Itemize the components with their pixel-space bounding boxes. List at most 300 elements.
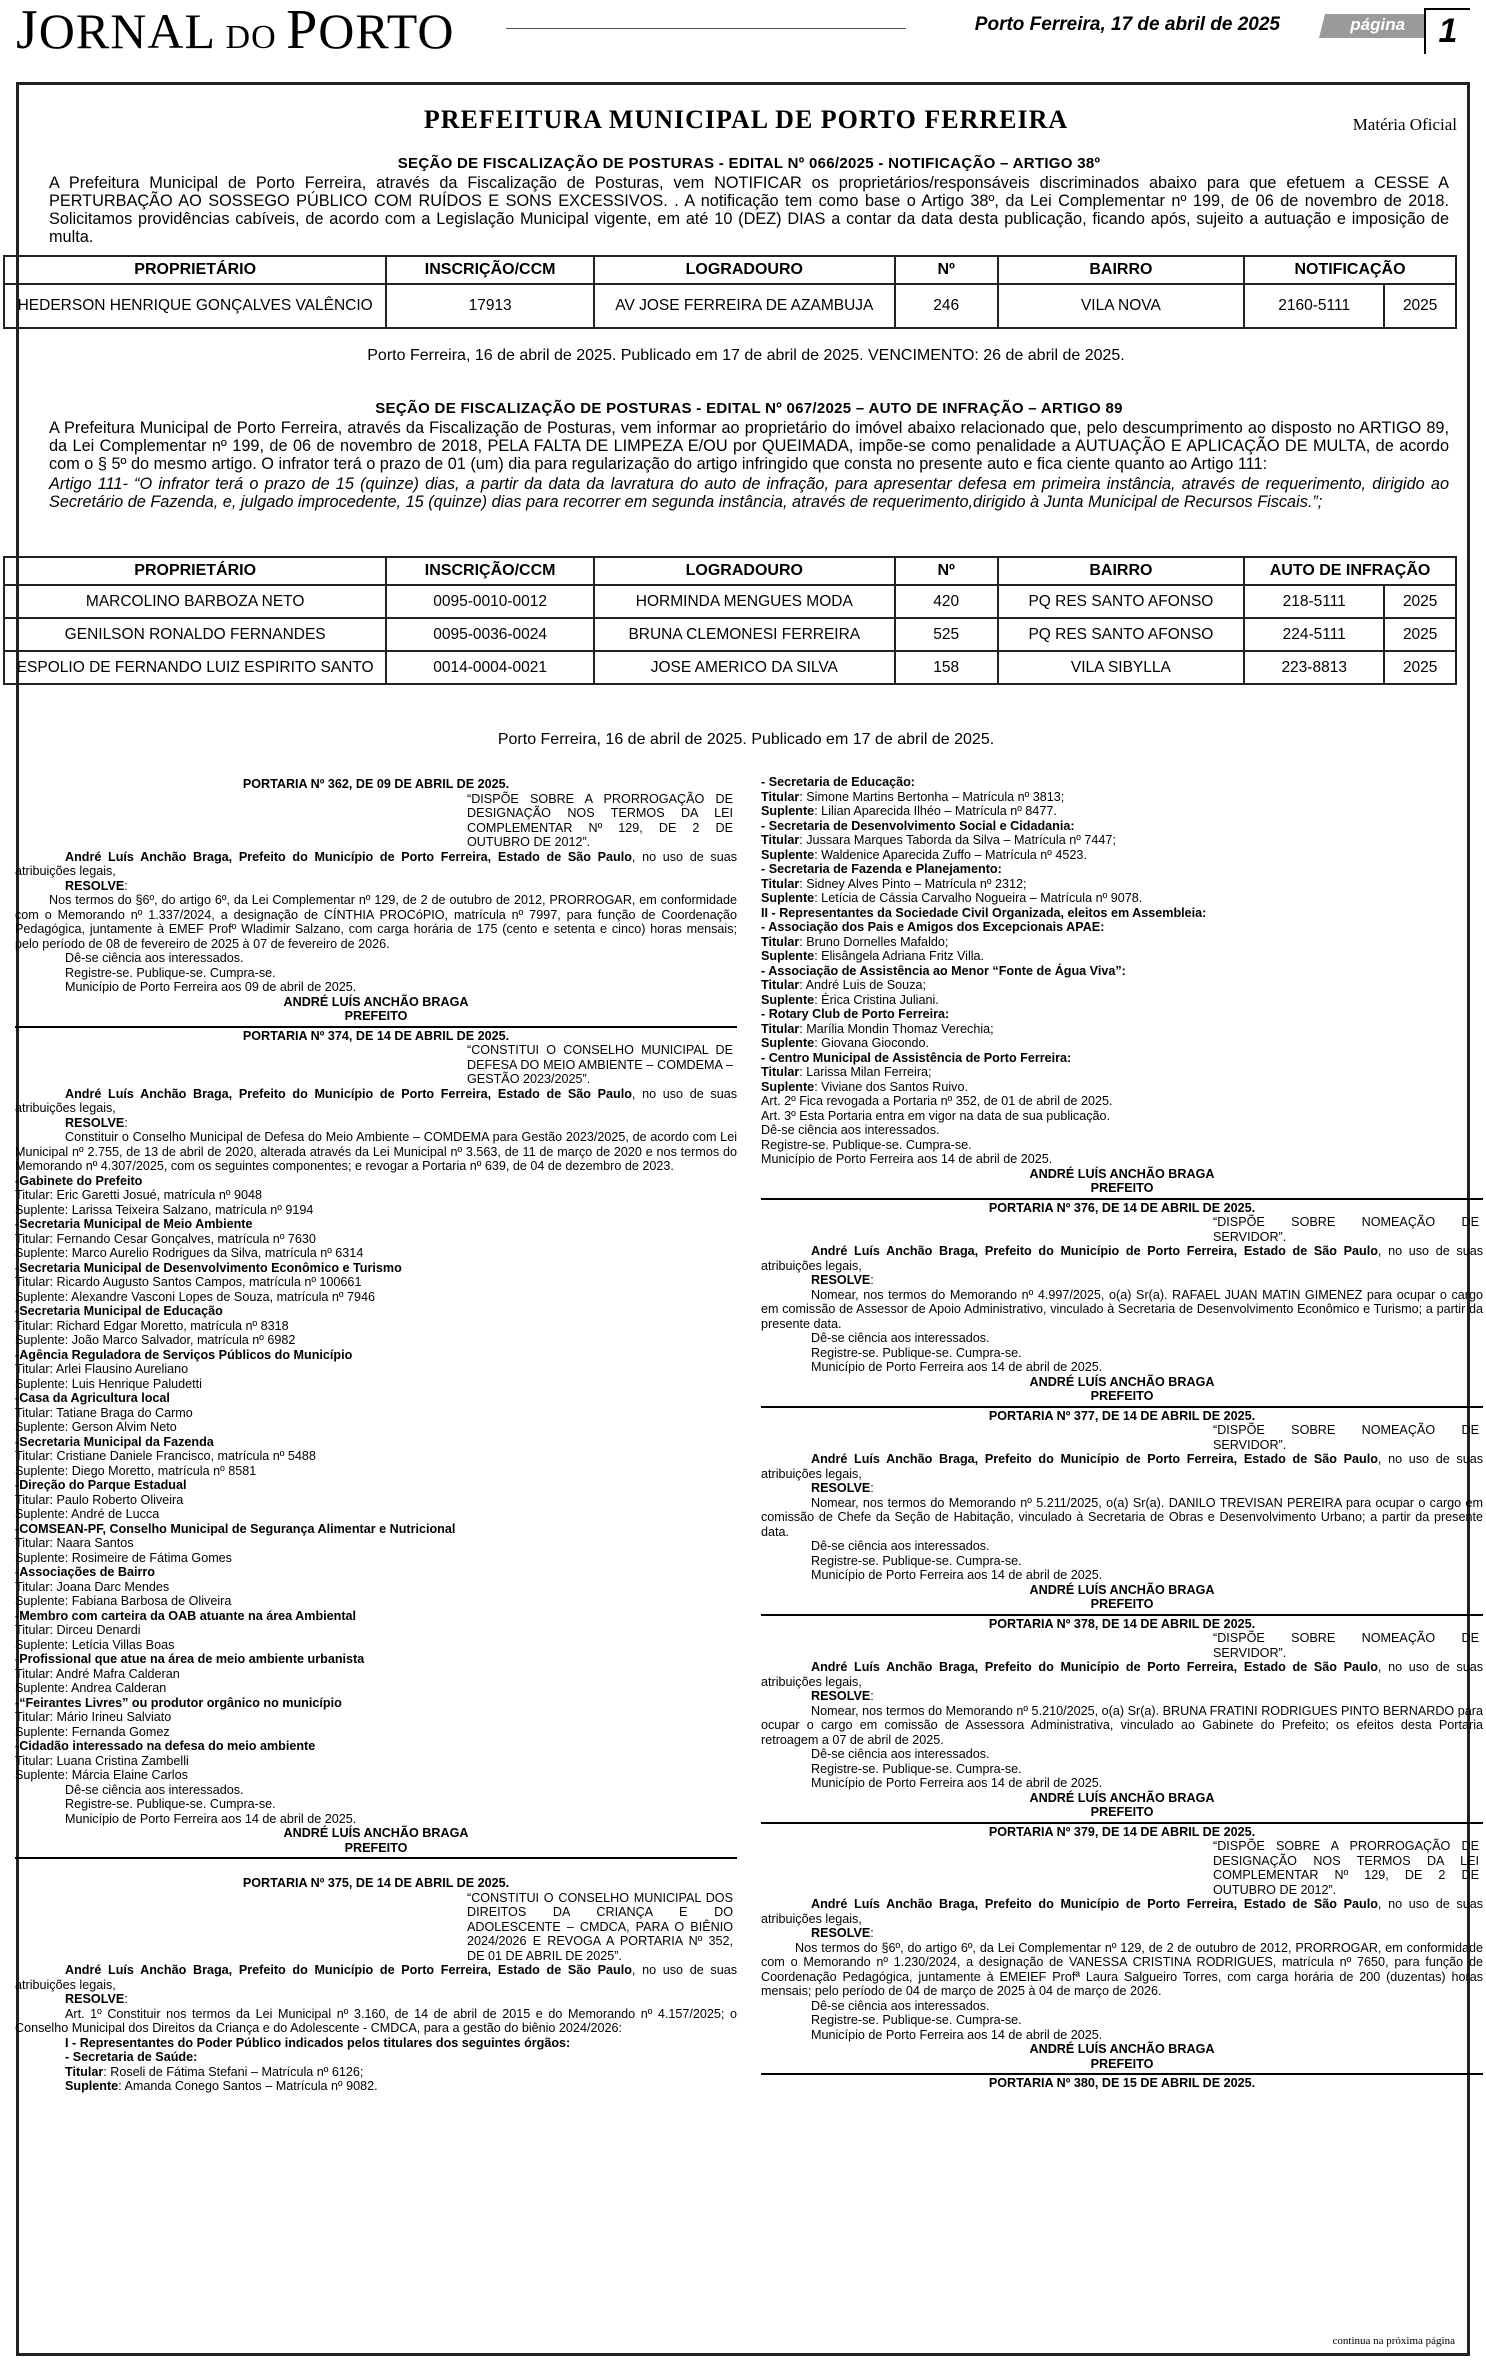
list-item — [15, 1449, 737, 1464]
text: PREFEITO — [1090, 1597, 1154, 1611]
text: Registre-se. Publique-se. Cumpra-se. — [65, 965, 276, 980]
table-cell: 158 — [895, 651, 998, 684]
member-group-heading — [15, 1304, 737, 1319]
text: Titular: Fernando Cesar Gonçalves, matrícula nº 7630 — [15, 1231, 316, 1246]
list-item — [761, 993, 1483, 1008]
table-cell: VILA NOVA — [998, 284, 1244, 328]
text: : — [124, 1115, 128, 1130]
bold-text: RESOLVE — [65, 1992, 125, 2006]
paragraph — [15, 850, 737, 879]
text: Suplente: Gerson Alvim Neto — [15, 1420, 177, 1434]
paragraph — [761, 1346, 1483, 1361]
paragraph — [761, 1660, 1483, 1689]
edital-067-header-cell: INSCRIÇÃO/CCM — [386, 557, 594, 585]
text: Titular: Joana Darc Mendes — [15, 1579, 170, 1594]
text: Registre-se. Publique-se. Cumpra-se. — [65, 1797, 276, 1811]
text: PREFEITO — [1090, 1389, 1154, 1403]
paragraph — [15, 951, 737, 966]
text: - Associação de Assistência ao Menor “Fonte de Água Viva”: — [761, 963, 1126, 978]
masthead-rule — [506, 28, 906, 29]
paragraph — [15, 1087, 737, 1116]
text: Suplente: João Marco Salvador, matrícula nº 6982 — [15, 1333, 296, 1347]
list-item — [15, 1536, 737, 1551]
text: -Profissional que atue na área de meio ambiente urbanista — [15, 1652, 365, 1666]
page-number: 1 — [1424, 8, 1470, 54]
bold-text: RESOLVE — [65, 878, 125, 893]
edital-067-heading: SEÇÃO DE FISCALIZAÇÃO DE POSTURAS - EDITAL Nº 067/2025 – AUTO DE INFRAÇÃO – ARTIGO 89 — [375, 400, 1123, 417]
edital-066-header-cell: INSCRIÇÃO/CCM — [386, 256, 594, 284]
bold-text: André Luís Anchão Braga, Prefeito do Município de Porto Ferreira, Estado de São Paulo — [811, 1660, 1378, 1674]
bold-text: Titular — [761, 1021, 800, 1036]
table-cell: 223-8813 — [1244, 651, 1384, 684]
table-cell: MARCOLINO BARBOZA NETO — [4, 585, 386, 618]
paragraph — [15, 2079, 737, 2094]
list-item — [15, 1768, 737, 1783]
list-item — [761, 935, 1483, 950]
paragraph — [761, 1244, 1483, 1273]
text: : Roseli de Fátima Stefani – Matrícula nº 6126; — [103, 2064, 364, 2079]
text: -Cidadão interessado na defesa do meio ambiente — [15, 1739, 316, 1753]
paragraph — [761, 1273, 1483, 1288]
portaria-ementa — [467, 792, 733, 850]
text: Nomear, nos termos do Memorando nº 5.210/2025, o(a) Sr(a). BRUNA FRATINI RODRIGUES PINTO BERNARDO para ocupar o cargo em comissão de Assessora Administrativa, vinculado ao Gabinete do Prefeito; os efeitos desta Portaria retroagem a 07 de abril de 2025. — [761, 1703, 1483, 1747]
list-item — [15, 1319, 737, 1334]
text: : — [124, 878, 128, 893]
paragraph — [761, 1288, 1483, 1332]
text: “DISPÕE SOBRE A PRORROGAÇÃO DE DESIGNAÇÃO NOS TERMOS DA LEI COMPLEMENTAR Nº 129, DE 2 DE OUTUBRO DE 2012”. — [467, 791, 733, 849]
paragraph — [15, 2007, 737, 2036]
paragraph — [15, 893, 737, 951]
paragraph — [761, 2028, 1483, 2043]
table-cell: 0014-0004-0021 — [386, 651, 594, 684]
bold-text: Titular — [761, 876, 800, 891]
member-group-heading — [15, 1174, 737, 1189]
text: , no uso de suas atribuições legais, — [15, 849, 738, 878]
paragraph — [761, 1554, 1483, 1569]
table-row — [4, 651, 1456, 684]
edital-067-header-cell: Nº — [895, 557, 998, 585]
text: PORTARIA Nº 375, DE 14 DE ABRIL DE 2025. — [242, 1876, 510, 1890]
member-group-heading — [761, 819, 1483, 834]
paragraph — [761, 1926, 1483, 1941]
table-cell: 246 — [895, 284, 998, 328]
pagina-badge: página — [1319, 14, 1435, 38]
official-section — [15, 82, 1484, 2356]
edital-067-article: Artigo 111- “O infrator terá o prazo de 15 (quinze) dias, a partir da data da lavratura do auto de infração, para apresentar defesa em primeira instância, através de requerimento, dirigido ao Secretário de Fazenda, e, julgado improcedente, 15 (quinze) dias para recorrer em segunda instância, através de requerimento,dirigido à Junta Municipal de Recursos Fiscais.”; — [49, 475, 1449, 511]
member-group-heading — [15, 1565, 737, 1580]
text: ANDRÉ LUÍS ANCHÃO BRAGA — [1029, 1166, 1215, 1181]
text: Suplente: Marco Aurelio Rodrigues da Silva, matrícula nº 6314 — [15, 1246, 364, 1260]
table-cell: PQ RES SANTO AFONSO — [998, 585, 1244, 618]
list-item — [15, 1290, 737, 1305]
text: : Bruno Dornelles Mafaldo; — [799, 934, 949, 949]
text: : Jussara Marques Taborda da Silva – Matrícula nº 7447; — [799, 833, 1116, 847]
paragraph — [15, 1797, 737, 1812]
text: ANDRÉ LUÍS ANCHÃO BRAGA — [1029, 1582, 1215, 1597]
table-row — [4, 585, 1456, 618]
paragraph — [761, 1360, 1483, 1375]
list-item — [15, 1507, 737, 1522]
table-cell: 2025 — [1384, 585, 1456, 618]
edital-066-header-cell: PROPRIETÁRIO — [4, 256, 386, 284]
member-group-heading — [15, 1739, 737, 1754]
table-cell: AV JOSE FERREIRA DE AZAMBUJA — [594, 284, 895, 328]
edital-067-body: A Prefeitura Municipal de Porto Ferreira, através da Fiscalização de Posturas, vem informar ao proprietário do imóvel abaixo relacionado que, pelo descumprimento ao disposto no ARTIGO 89, da Lei Complementar nº 199, de 06 de novembro de 2018, PELA FALTA DE LIMPEZA E/OU por QUEIMADA, impõe-se como penalidade a AUTUAÇÃO E APLICAÇÃO DE MULTA, de acordo com o § 5º do mesmo artigo. O infrator terá o prazo de 01 (um) dia para regularização do artigo infringido que consta no presente auto e fica ciente quanto ao Artigo 111: — [49, 419, 1449, 473]
portaria-heading — [761, 1617, 1483, 1632]
paragraph — [15, 1963, 737, 1992]
paragraph — [761, 1452, 1483, 1481]
paragraph — [15, 1783, 737, 1798]
newspaper-logo: JORNAL DO PORTO — [16, 0, 455, 61]
bold-text: RESOLVE — [65, 1115, 125, 1130]
text: Titular: Cristiane Daniele Francisco, matrícula nº 5488 — [15, 1449, 316, 1463]
text: Suplente: Alexandre Vasconi Lopes de Souza, matrícula nº 7946 — [15, 1289, 376, 1304]
text: Município de Porto Ferreira aos 14 de abril de 2025. — [811, 1776, 1103, 1790]
list-item — [15, 1667, 737, 1682]
portaria-ementa — [1213, 1215, 1479, 1244]
bold-text: André Luís Anchão Braga, Prefeito do Município de Porto Ferreira, Estado de São Paulo — [65, 1086, 632, 1101]
list-item — [761, 833, 1483, 848]
text: Suplente: Andrea Calderan — [15, 1681, 167, 1695]
bold-text: André Luís Anchão Braga, Prefeito do Município de Porto Ferreira, Estado de São Paulo — [811, 1244, 1378, 1258]
table-cell: HORMINDA MENGUES MODA — [594, 585, 895, 618]
list-item — [761, 1152, 1483, 1167]
edital-067-header-cell: LOGRADOURO — [594, 557, 895, 585]
bold-text: - Secretaria de Saúde: — [65, 2050, 198, 2064]
paragraph — [15, 2065, 737, 2080]
text: Nomear, nos termos do Memorando nº 4.997/2025, o(a) Sr(a). RAFAEL JUAN MATIN GIMENEZ para ocupar o cargo em comissão de Assessor de Apoio Administrativo, vinculado à Secretaria de Desenvolvimento Econômico e Turismo; a partir da presente data. — [761, 1287, 1483, 1331]
member-group-heading — [15, 1522, 737, 1537]
text: -COMSEAN-PF, Conselho Municipal de Segurança Alimentar e Nutricional — [15, 1521, 456, 1536]
portaria-heading — [15, 995, 737, 1010]
portaria-heading — [15, 1009, 737, 1024]
list-item — [761, 891, 1483, 906]
edital-067-header-cell: BAIRRO — [998, 557, 1244, 585]
edital-067-table — [3, 556, 1457, 685]
text: - Secretaria de Desenvolvimento Social e Cidadania: — [761, 818, 1075, 833]
member-group-heading — [15, 1435, 737, 1450]
text: PREFEITO — [344, 1840, 408, 1855]
member-group-heading — [15, 1217, 737, 1232]
list-item — [761, 1036, 1483, 1051]
paragraph — [15, 980, 737, 995]
portaria-ementa — [1213, 1423, 1479, 1452]
list-item — [15, 1188, 737, 1203]
list-item — [15, 1333, 737, 1348]
section-divider — [761, 2073, 1483, 2075]
bold-text: RESOLVE — [811, 1481, 871, 1495]
text: Titular: Paulo Roberto Oliveira — [15, 1492, 184, 1507]
text: Suplente: Diego Moretto, matrícula nº 8581 — [15, 1463, 257, 1478]
text: : André Luis de Souza; — [799, 978, 926, 992]
member-group-heading — [15, 1391, 737, 1406]
portaria-heading — [761, 1583, 1483, 1598]
bold-text: André Luís Anchão Braga, Prefeito do Município de Porto Ferreira, Estado de São Paulo — [65, 1963, 632, 1977]
paragraph — [15, 1130, 737, 1174]
text: Suplente: Rosimeire de Fátima Gomes — [15, 1550, 232, 1565]
text: Titular: Tatiane Braga do Carmo — [15, 1405, 193, 1420]
paragraph — [15, 2036, 737, 2051]
member-group-heading — [761, 862, 1483, 877]
list-item — [15, 1406, 737, 1421]
text: Município de Porto Ferreira aos 14 de abril de 2025. — [811, 1568, 1103, 1582]
bold-text: Suplente — [761, 1036, 815, 1050]
text: -Agência Reguladora de Serviços Públicos do Município — [15, 1347, 353, 1362]
text: Suplente: Luis Henrique Paludetti — [15, 1376, 202, 1391]
table-cell: VILA SIBYLLA — [998, 651, 1244, 684]
paragraph — [15, 2050, 737, 2065]
edital-066 — [49, 155, 1449, 246]
text: Titular: Naara Santos — [15, 1536, 134, 1550]
text: “DISPÕE SOBRE NOMEAÇÃO DE SERVIDOR”. — [1213, 1631, 1479, 1660]
list-item — [15, 1464, 737, 1479]
member-group-heading — [15, 1652, 737, 1667]
paragraph — [761, 1689, 1483, 1704]
list-item — [761, 877, 1483, 892]
member-group-heading — [15, 1348, 737, 1363]
text: , no uso de suas atribuições legais, — [15, 1963, 738, 1992]
member-group-heading — [761, 1007, 1483, 1022]
text: PORTARIA Nº 379, DE 14 DE ABRIL DE 2025. — [988, 1824, 1256, 1839]
text: Titular: Mário Irineu Salviato — [15, 1710, 172, 1724]
section-divider — [761, 1614, 1483, 1616]
text: PORTARIA Nº 380, DE 15 DE ABRIL DE 2025. — [988, 2076, 1256, 2090]
text: -Secretaria Municipal de Educação — [15, 1304, 223, 1318]
text: Titular: Dirceu Denardi — [15, 1623, 141, 1637]
text: -Secretaria Municipal de Meio Ambiente — [15, 1217, 253, 1231]
text: -Membro com carteira da OAB atuante na área Ambiental — [15, 1608, 357, 1623]
list-item — [761, 1022, 1483, 1037]
text: : Letícia de Cássia Carvalho Nogueira – Matrícula nº 9078. — [814, 891, 1143, 905]
text: PORTARIA Nº 374, DE 14 DE ABRIL DE 2025. — [242, 1028, 510, 1043]
bold-text: André Luís Anchão Braga, Prefeito do Município de Porto Ferreira, Estado de São Paulo — [811, 1897, 1378, 1911]
text: Titular: Eric Garetti Josué, matrícula nº 9048 — [15, 1188, 263, 1202]
edital-067-header-cell: PROPRIETÁRIO — [4, 557, 386, 585]
table-cell: 0095-0010-0012 — [386, 585, 594, 618]
list-item — [761, 1123, 1483, 1138]
paragraph — [761, 1481, 1483, 1496]
bold-text: RESOLVE — [811, 1273, 871, 1287]
paragraph — [761, 1331, 1483, 1346]
text: Município de Porto Ferreira aos 14 de abril de 2025. — [65, 1811, 357, 1826]
edital-066-heading: SEÇÃO DE FISCALIZAÇÃO DE POSTURAS - EDITAL Nº 066/2025 - NOTIFICAÇÃO – ARTIGO 38º — [397, 155, 1101, 172]
text: Art. 1º Constituir nos termos da Lei Municipal nº 3.160, de 14 de abril de 2015 e do Memorando nº 4.157/2025; o Conselho Municipal dos Direitos da Criança e do Adolescente - CMDCA, para a gestão do biênio 2024/2026: — [15, 2006, 737, 2035]
list-item — [15, 1246, 737, 1261]
list-item — [15, 1275, 737, 1290]
paragraph — [15, 1116, 737, 1131]
section-divider — [15, 1857, 737, 1859]
text: - Centro Municipal de Assistência de Porto Ferreira: — [761, 1050, 1072, 1065]
edital-067-footer: Porto Ferreira, 16 de abril de 2025. Publicado em 17 de abril de 2025. — [497, 731, 995, 748]
paragraph — [761, 1496, 1483, 1540]
table-cell: ESPOLIO DE FERNANDO LUIZ ESPIRITO SANTO — [4, 651, 386, 684]
list-item — [15, 1580, 737, 1595]
list-item — [761, 1138, 1483, 1153]
text: Município de Porto Ferreira aos 14 de abril de 2025. — [811, 2027, 1103, 2042]
paragraph — [761, 1568, 1483, 1583]
text: Titular: André Mafra Calderan — [15, 1666, 180, 1681]
text: : Simone Martins Bertonha – Matrícula nº 3813; — [799, 789, 1065, 804]
bold-text: Titular — [761, 1065, 800, 1079]
paragraph — [761, 1762, 1483, 1777]
list-item — [15, 1493, 737, 1508]
portaria-heading — [761, 1167, 1483, 1182]
portaria-ementa — [467, 1891, 733, 1964]
list-item — [15, 1594, 737, 1609]
text: : — [124, 1992, 128, 2006]
bold-text: Titular — [761, 978, 800, 992]
list-item — [15, 1754, 737, 1769]
text: Suplente: André de Lucca — [15, 1507, 160, 1521]
text: PORTARIA Nº 376, DE 14 DE ABRIL DE 2025. — [988, 1200, 1256, 1215]
bold-text: Suplente — [65, 2079, 119, 2093]
edital-066-header-cell: BAIRRO — [998, 256, 1244, 284]
text: : Érica Cristina Juliani. — [814, 992, 939, 1007]
text: Dê-se ciência aos interessados. — [761, 1123, 940, 1137]
text: ANDRÉ LUÍS ANCHÃO BRAGA — [283, 994, 469, 1009]
text: Dê-se ciência aos interessados. — [65, 951, 244, 965]
text: Titular: Richard Edgar Moretto, matrícula nº 8318 — [15, 1318, 289, 1333]
edital-067 — [49, 400, 1449, 511]
text: : Waldenice Aparecida Zuffo – Matrícula nº 4523. — [814, 847, 1087, 862]
text: ANDRÉ LUÍS ANCHÃO BRAGA — [1029, 2042, 1215, 2056]
masthead — [16, 0, 1470, 62]
text: PORTARIA Nº 377, DE 14 DE ABRIL DE 2025. — [988, 1408, 1256, 1423]
paragraph — [761, 1747, 1483, 1762]
portaria-heading — [761, 2057, 1483, 2072]
edital-067-header-cell: AUTO DE INFRAÇÃO — [1244, 557, 1456, 585]
portaria-heading — [761, 1389, 1483, 1404]
edital-066-header-cell: Nº — [895, 256, 998, 284]
member-group-heading — [15, 1609, 737, 1624]
portaria-heading — [761, 1181, 1483, 1196]
table-row — [4, 618, 1456, 651]
edital-066-footer: Porto Ferreira, 16 de abril de 2025. Publicado em 17 de abril de 2025. VENCIMENTO: 26 de abril de 2025. — [367, 347, 1125, 364]
list-item — [15, 1681, 737, 1696]
text: : Marília Mondin Thomaz Verechia; — [799, 1021, 994, 1036]
text: PREFEITO — [1090, 1805, 1154, 1819]
table-cell: HEDERSON HENRIQUE GONÇALVES VALÊNCIO — [4, 284, 386, 328]
member-group-heading — [761, 775, 1483, 790]
list-item — [761, 1065, 1483, 1080]
table-cell: 224-5111 — [1244, 618, 1384, 651]
paragraph — [761, 1539, 1483, 1554]
text: : Elisângela Adriana Fritz Villa. — [814, 949, 985, 963]
table-cell: PQ RES SANTO AFONSO — [998, 618, 1244, 651]
text: - Rotary Club de Porto Ferreira: — [761, 1007, 950, 1021]
text: -Secretaria Municipal da Fazenda — [15, 1434, 214, 1449]
text: Suplente: Larissa Teixeira Salzano, matrícula nº 9194 — [15, 1202, 314, 1217]
portaria-ementa — [467, 1043, 733, 1087]
edital-066-table — [3, 255, 1457, 329]
bold-text: RESOLVE — [811, 1689, 871, 1703]
text: Dê-se ciência aos interessados. — [65, 1782, 244, 1797]
member-group-heading — [761, 1051, 1483, 1066]
list-item — [15, 1420, 737, 1435]
list-item — [15, 1725, 737, 1740]
text: -Casa da Agricultura local — [15, 1391, 170, 1405]
table-cell: 525 — [895, 618, 998, 651]
text: Suplente: Márcia Elaine Carlos — [15, 1768, 188, 1782]
text: PREFEITO — [1090, 2056, 1154, 2071]
text: : Giovana Giocondo. — [814, 1036, 930, 1050]
portaria-ementa — [1213, 1839, 1479, 1897]
list-item — [761, 1080, 1483, 1095]
list-item — [761, 790, 1483, 805]
member-group-heading — [15, 1261, 737, 1276]
text: Município de Porto Ferreira aos 14 de abril de 2025. — [811, 1360, 1103, 1374]
list-item — [761, 1094, 1483, 1109]
text: : Amanda Conego Santos – Matrícula nº 9082. — [118, 2079, 378, 2093]
text: Titular: Luana Cristina Zambelli — [15, 1753, 189, 1768]
portaria-heading — [761, 2042, 1483, 2057]
table-cell: 218-5111 — [1244, 585, 1384, 618]
paragraph — [761, 2013, 1483, 2028]
section-divider — [761, 1198, 1483, 1200]
paragraph — [15, 879, 737, 894]
text: Titular: Ricardo Augusto Santos Campos, matrícula nº 100661 — [15, 1275, 362, 1289]
list-item — [761, 949, 1483, 964]
text: : Larissa Milan Ferreira; — [799, 1065, 932, 1079]
member-group-heading — [15, 1478, 737, 1493]
table-cell: 2160-5111 — [1244, 284, 1384, 328]
left-column — [15, 777, 737, 2094]
text: Art. 3º Esta Portaria entra em vigor na data de sua publicação. — [761, 1108, 1111, 1123]
table-cell: 0095-0036-0024 — [386, 618, 594, 651]
text: , no uso de suas atribuições legais, — [761, 1897, 1484, 1926]
bold-text: André Luís Anchão Braga, Prefeito do Município de Porto Ferreira, Estado de São Paulo — [811, 1452, 1378, 1466]
bold-text: André Luís Anchão Braga, Prefeito do Município de Porto Ferreira, Estado de São Paulo — [65, 849, 632, 864]
text: : — [870, 1481, 874, 1495]
portaria-heading — [15, 1826, 737, 1841]
text: - Secretaria de Fazenda e Planejamento: — [761, 862, 1002, 876]
text: Suplente: Letícia Villas Boas — [15, 1637, 175, 1652]
member-group-heading — [761, 964, 1483, 979]
paragraph — [15, 1812, 737, 1827]
member-group-heading — [761, 920, 1483, 935]
text: - Associação dos Pais e Amigos dos Excepcionais APAE: — [761, 920, 1105, 934]
section-divider — [15, 1026, 737, 1028]
text: “DISPÕE SOBRE NOMEAÇÃO DE SERVIDOR”. — [1213, 1215, 1479, 1244]
text: Art. 2º Fica revogada a Portaria nº 352, de 01 de abril de 2025. — [761, 1094, 1113, 1108]
text: ANDRÉ LUÍS ANCHÃO BRAGA — [1029, 1790, 1215, 1805]
list-item — [15, 1377, 737, 1392]
text: , no uso de suas atribuições legais, — [15, 1086, 738, 1115]
list-item — [15, 1638, 737, 1653]
text: ANDRÉ LUÍS ANCHÃO BRAGA — [1029, 1374, 1215, 1389]
text: II - Representantes da Sociedade Civil Organizada, eleitos em Assembleia: — [761, 905, 1207, 920]
table-cell: 2025 — [1384, 284, 1456, 328]
portaria-ementa — [1213, 1631, 1479, 1660]
paragraph — [761, 1776, 1483, 1791]
prefeitura-title: PREFEITURA MUNICIPAL DE PORTO FERREIRA — [423, 105, 1069, 134]
member-group-heading — [761, 906, 1483, 921]
bold-text: Titular — [65, 2064, 104, 2079]
text: Registre-se. Publique-se. Cumpra-se. — [811, 1761, 1022, 1776]
list-item — [15, 1710, 737, 1725]
bold-text: Titular — [761, 833, 800, 847]
portaria-heading — [15, 1876, 737, 1891]
text: Nomear, nos termos do Memorando nº 5.211/2025, o(a) Sr(a). DANILO TREVISAN PEREIRA para ocupar o cargo em comissão de Chefe da Seção de Habitação, vinculado à Secretaria de Obras e Desenvolvimento Urbano; a partir da presente data. — [761, 1495, 1483, 1539]
text: Município de Porto Ferreira aos 09 de abril de 2025. — [65, 980, 357, 994]
portaria-heading — [761, 1805, 1483, 1820]
text: Suplente: Fabiana Barbosa de Oliveira — [15, 1594, 232, 1608]
portaria-heading — [15, 1841, 737, 1856]
text: : Sidney Alves Pinto – Matrícula nº 2312; — [799, 876, 1027, 891]
text: PORTARIA Nº 378, DE 14 DE ABRIL DE 2025. — [988, 1616, 1256, 1631]
bold-text: Suplente — [761, 992, 815, 1007]
text: Registre-se. Publique-se. Cumpra-se. — [811, 1345, 1022, 1360]
